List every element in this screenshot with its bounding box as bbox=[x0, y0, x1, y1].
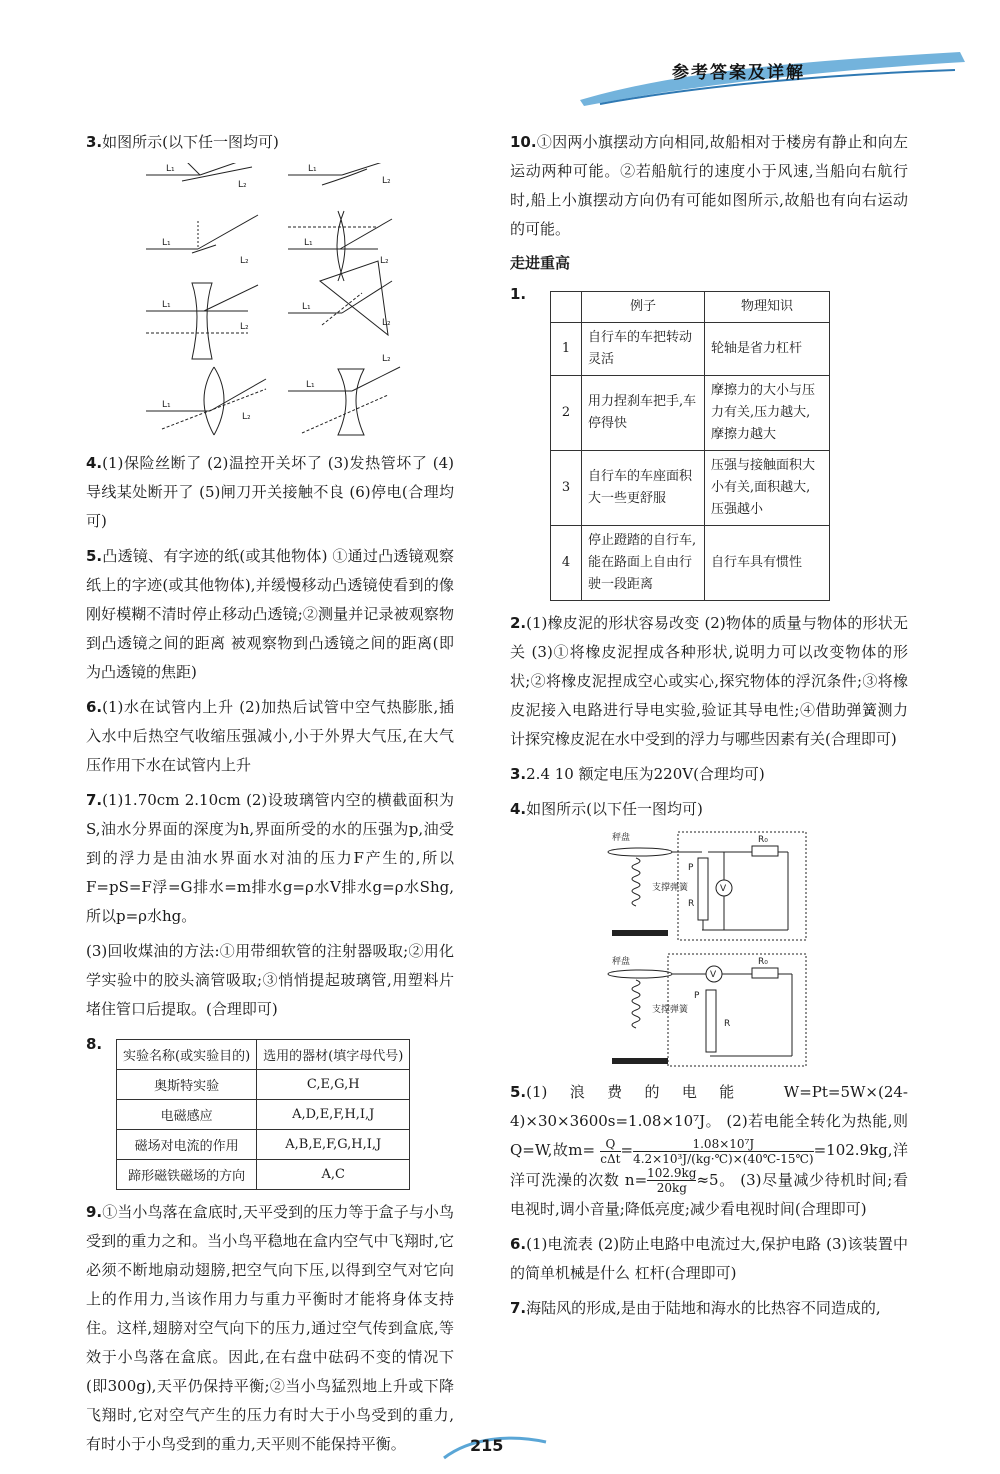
ray-label-l1: L₁ bbox=[302, 302, 311, 312]
question-4 bbox=[86, 449, 454, 536]
question-number: 4. bbox=[86, 454, 103, 472]
ray-label-l1: L₁ bbox=[308, 164, 317, 174]
question-number: 7. bbox=[510, 1299, 527, 1317]
question-number: 5. bbox=[86, 547, 103, 565]
resistor-label-r0: R₀ bbox=[758, 835, 768, 845]
table-cell: C,E,G,H bbox=[257, 1070, 410, 1100]
question-r4 bbox=[510, 795, 908, 824]
fraction bbox=[633, 1137, 814, 1166]
table-row bbox=[117, 1160, 410, 1190]
right-column bbox=[510, 128, 908, 1329]
ray-label-l2: L₂ bbox=[382, 318, 391, 328]
question-number: 4. bbox=[510, 800, 527, 818]
examples-table bbox=[550, 291, 830, 601]
question-text: (1)橡皮泥的形状容易改变 (2)物体的质量与物体的形状无关 (3)①将橡皮泥捏成各种形状,说明力可以改变物体的形状;②将橡皮泥捏成空心或实心,探究物体的浮沉条件;③将橡皮泥接入电路进行导电实验,验证其导电性;④借助弹簧测力计探究橡皮泥在水中受到的浮力与哪些因素有关(合理即可) bbox=[510, 614, 908, 748]
table-cell: A,D,E,F,H,I,J bbox=[257, 1100, 410, 1130]
question-text: 如图所示(以下任一图均可) bbox=[526, 800, 703, 818]
ray-label-l2: L₂ bbox=[382, 354, 391, 364]
question-r2 bbox=[510, 609, 908, 754]
table-header-blank bbox=[551, 292, 582, 323]
ray-label-l2: L₂ bbox=[242, 412, 251, 422]
resistor-label-r: R bbox=[688, 899, 695, 909]
ray-label-l1: L₁ bbox=[162, 300, 171, 310]
question-5 bbox=[86, 542, 454, 687]
ray-label-l2: L₂ bbox=[380, 256, 389, 266]
resistor-label-r0: R₀ bbox=[758, 957, 768, 967]
table-header: 例子 bbox=[582, 292, 705, 323]
table-row bbox=[117, 1130, 410, 1160]
equals-sign: = bbox=[620, 1141, 634, 1159]
fraction bbox=[600, 1137, 620, 1166]
table-cell: 蹄形磁铁磁场的方向 bbox=[117, 1160, 257, 1190]
question-text: ①当小鸟落在盒底时,天平受到的压力等于盒子与小鸟受到的重力之和。当小鸟平稳地在盒内空气中飞翔时,它必须不断地扇动翅膀,把空气向下压,以得到空气对它向上的作用力,当该作用力与重力平衡时才能将身体支持住。这样,翅膀对空气向下的压力,通过空气传到盒底,等效于小鸟落在盒底。因此,在右盘中砝码不变的情况下(即300g),天平仍保持平衡;②当小鸟猛烈地上升或下降飞翔时,它对空气产生的压力有时大于小鸟受到的重力,有时小于小鸟受到的重力,天平则不能保持平衡。 bbox=[86, 1203, 454, 1453]
header-title: 参考答案及详解 bbox=[672, 63, 805, 83]
table-row bbox=[117, 1070, 410, 1100]
fraction bbox=[647, 1166, 696, 1195]
spring-label: 支撑弹簧 bbox=[652, 883, 689, 893]
question-text: (1)1.70cm 2.10cm (2)设玻璃管内空的横截面积为S,油水分界面的深度为h,界面所受的水的压强为p,油受到的浮力是由油水界面水对油的压力F产生的,所以F=pS=F浮=G排水=m排水g=ρ水V排水g=ρ水Shg,所以p=ρ水hg。 bbox=[86, 791, 454, 925]
table-cell: 压强与接触面积大小有关,面积越大,压强越小 bbox=[705, 451, 830, 526]
scale-circuit-diagrams bbox=[602, 830, 812, 1074]
ray-label-l1: L₁ bbox=[166, 164, 175, 174]
question-number: 3. bbox=[510, 765, 527, 783]
table-header-row bbox=[117, 1040, 410, 1070]
table-cell-index: 2 bbox=[551, 376, 582, 451]
ray-label-l1: L₁ bbox=[304, 238, 313, 248]
question-r7 bbox=[510, 1294, 908, 1323]
question-number: 9. bbox=[86, 1203, 103, 1221]
voltmeter-label: V bbox=[710, 970, 717, 980]
table-cell: 磁场对电流的作用 bbox=[117, 1130, 257, 1160]
question-number: 5. bbox=[510, 1083, 527, 1101]
table-row bbox=[117, 1100, 410, 1130]
table-row bbox=[551, 526, 830, 601]
table-cell-index: 4 bbox=[551, 526, 582, 601]
ray-label-l2: L₂ bbox=[382, 176, 391, 186]
question-7-part-3 bbox=[86, 937, 454, 1024]
fraction-numerator: Q bbox=[605, 1136, 616, 1151]
table-cell: 用力捏刹车把手,车停得快 bbox=[582, 376, 705, 451]
section-heading: 走进重高 bbox=[510, 254, 571, 272]
question-10 bbox=[510, 128, 908, 244]
table-header: 物理知识 bbox=[705, 292, 830, 323]
fraction-denominator: cΔt bbox=[600, 1151, 621, 1166]
table-cell: 自行车具有惯性 bbox=[705, 526, 830, 601]
page-number: 215 bbox=[470, 1436, 504, 1455]
ray-label-l2: L₂ bbox=[238, 180, 247, 190]
table-row bbox=[551, 323, 830, 376]
question-text: 凸透镜、有字迹的纸(或其他物体) ①通过凸透镜观察纸上的字迹(或其他物体),并缓慢移动凸透镜使看到的像刚好模糊不清时停止移动凸透镜;②测量并记录被观察物到凸透镜之间的距离 被观察物到凸透镜之间的距离(即为凸透镜的焦距) bbox=[86, 547, 454, 681]
fraction-denominator: 4.2×10³J/(kg·℃)×(40℃-15℃) bbox=[633, 1151, 814, 1166]
fraction-numerator: 1.08×10⁷J bbox=[692, 1136, 755, 1151]
question-text: (3)回收煤油的方法:①用带细软管的注射器吸取;②用化学实验中的胶头滴管吸取;③悄悄提起玻璃管,用塑料片堵住管口后提取。(合理即可) bbox=[86, 942, 454, 1018]
question-r6 bbox=[510, 1230, 908, 1288]
table-cell: 奥斯特实验 bbox=[117, 1070, 257, 1100]
question-text: (1)电流表 (2)防止电路中电流过大,保护电路 (3)该装置中的简单机械是什么 杠杆(合理即可) bbox=[510, 1235, 908, 1282]
table-cell: 摩擦力的大小与压力有关,压力越大,摩擦力越大 bbox=[705, 376, 830, 451]
question-r5 bbox=[510, 1078, 908, 1224]
table-header: 实验名称(或实验目的) bbox=[117, 1040, 257, 1070]
question-text: ①因两小旗摆动方向相同,故船相对于楼房有静止和向左运动两种可能。②若船航行的速度小于风速,当船向右航行时,船上小旗摆动方向仍有可能如图所示,故船也有向右运动的可能。 bbox=[510, 133, 908, 238]
voltmeter-label: V bbox=[720, 884, 727, 894]
fraction-numerator: 102.9kg bbox=[647, 1166, 697, 1180]
question-7 bbox=[86, 786, 454, 931]
scale-pan-label: 秤盘 bbox=[612, 833, 631, 843]
question-number: 6. bbox=[510, 1235, 527, 1253]
ray-label-l2: L₂ bbox=[240, 256, 249, 266]
question-text: ≈5。 (3)尽量减少待机时间;看电视时,调小音量;降低亮度;减少看电视时间(合理即可) bbox=[510, 1170, 909, 1218]
table-cell-index: 1 bbox=[551, 323, 582, 376]
table-header: 选用的器材(填字母代号) bbox=[257, 1040, 410, 1070]
question-text: 2.4 10 额定电压为220V(合理均可) bbox=[526, 765, 765, 783]
question-number: 10. bbox=[510, 133, 537, 151]
question-text: (1)保险丝断了 (2)温控开关坏了 (3)发热管坏了 (4)导线某处断开了 (5)闸刀开关接触不良 (6)停电(合理均可) bbox=[86, 454, 454, 530]
question-r3 bbox=[510, 760, 908, 789]
question-text: 海陆风的形成,是由于陆地和海水的比热容不同造成的, bbox=[526, 1299, 881, 1317]
slider-label-p: P bbox=[694, 991, 700, 1001]
equipment-table bbox=[116, 1039, 410, 1190]
question-text: =102.9kg,洋洋可洗澡的次数 n= bbox=[510, 1141, 908, 1189]
table-cell: 停止蹬踏的自行车,能在路面上自由行驶一段距离 bbox=[582, 526, 705, 601]
spring-label: 支撑弹簧 bbox=[652, 1005, 689, 1015]
question-number: 8. bbox=[86, 1035, 103, 1053]
slider-label-p: P bbox=[688, 863, 694, 873]
question-number: 6. bbox=[86, 698, 103, 716]
left-column bbox=[86, 128, 454, 1465]
scale-pan-label: 秤盘 bbox=[612, 957, 631, 967]
table-row bbox=[551, 376, 830, 451]
question-3 bbox=[86, 128, 454, 157]
table-cell: A,B,E,F,G,H,I,J bbox=[257, 1130, 410, 1160]
resistor-label-r: R bbox=[724, 1019, 731, 1029]
table-cell: 电磁感应 bbox=[117, 1100, 257, 1130]
question-text: (1)水在试管内上升 (2)加热后试管中空气热膨胀,插入水中后热空气收缩压强减小,小于外界大气压,在大气压作用下水在试管内上升 bbox=[86, 698, 454, 774]
question-text: (1)浪费的电能 W=Pt=5W×(24-4)×30×3600s=1.08×10⁷J。 (2)若电能全转化为热能,则Q=W,故m= bbox=[510, 1083, 908, 1159]
question-9 bbox=[86, 1198, 454, 1459]
question-text: 如图所示(以下任一图均可) bbox=[102, 133, 279, 151]
fraction-denominator: 20kg bbox=[647, 1180, 696, 1195]
ray-label-l1: L₁ bbox=[306, 380, 315, 390]
ray-label-l1: L₁ bbox=[162, 400, 171, 410]
table-row bbox=[551, 451, 830, 526]
table-cell-index: 3 bbox=[551, 451, 582, 526]
table-header-row bbox=[551, 292, 830, 323]
question-number: 3. bbox=[86, 133, 103, 151]
table-cell: 自行车的车把转动灵活 bbox=[582, 323, 705, 376]
ray-label-l2: L₂ bbox=[240, 322, 249, 332]
question-number: 1. bbox=[510, 285, 527, 303]
table-cell: A,C bbox=[257, 1160, 410, 1190]
table-cell: 轮轴是省力杠杆 bbox=[705, 323, 830, 376]
optics-diagrams bbox=[142, 163, 412, 443]
question-number: 7. bbox=[86, 791, 103, 809]
table-cell: 自行车的车座面积大一些更舒服 bbox=[582, 451, 705, 526]
question-number: 2. bbox=[510, 614, 527, 632]
ray-label-l1: L₁ bbox=[162, 238, 171, 248]
question-6 bbox=[86, 693, 454, 780]
